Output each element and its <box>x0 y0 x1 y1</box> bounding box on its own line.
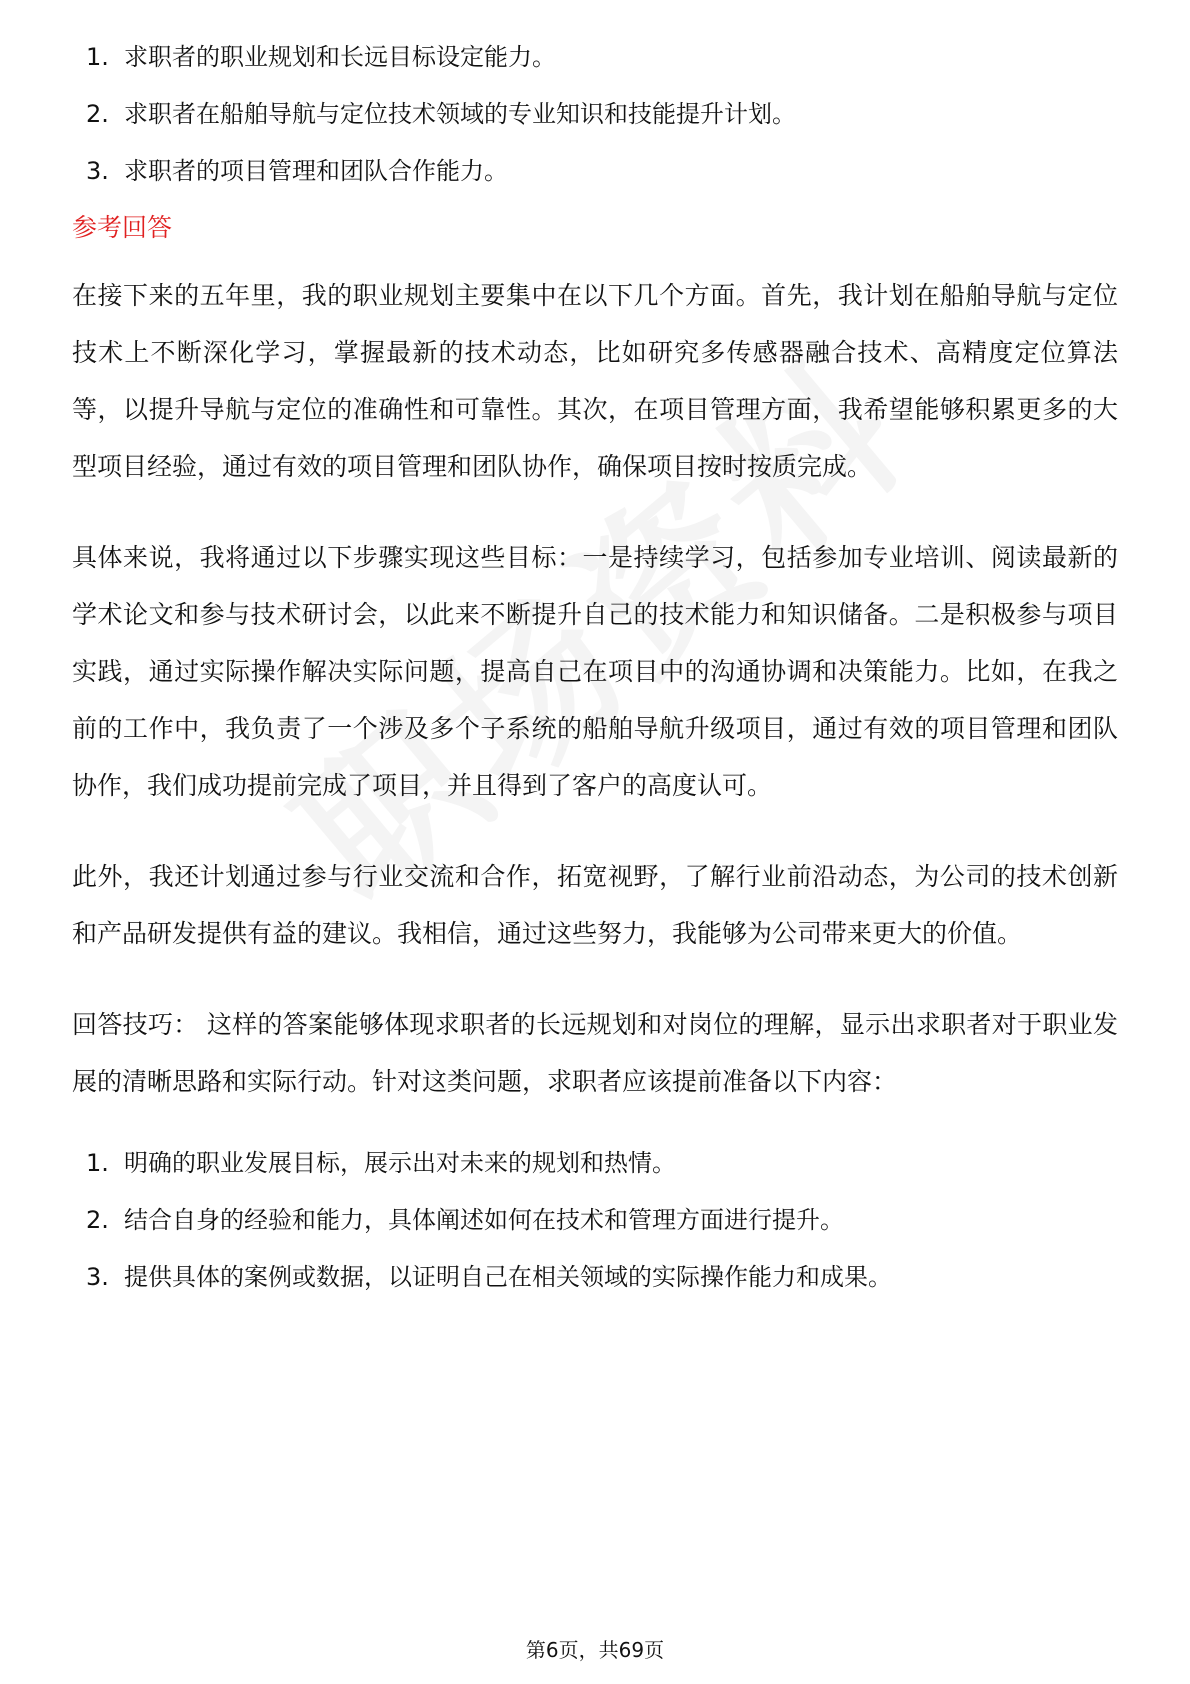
list-item <box>72 1144 1118 1182</box>
list-item-text: 结合自身的经验和能力，具体阐述如何在技术和管理方面进行提升。 <box>124 1206 844 1234</box>
list-item-number: 2. <box>86 100 109 128</box>
list-item-number: 1. <box>86 43 109 71</box>
answer-paragraph: 具体来说，我将通过以下步骤实现这些目标：一是持续学习，包括参加专业培训、阅读最新的学术论文和参与技术研讨会，以此来不断提升自己的技术能力和知识储备。二是积极参与项目实践，通过实际操作解决实际问题，提高自己在项目中的沟通协调和决策能力。比如，在我之前的工作中，我负责了一个涉及多个子系统的船舶导航升级项目，通过有效的项目管理和团队协作，我们成功提前完成了项目，并且得到了客户的高度认可。 <box>72 543 1118 800</box>
list-item-number: 1. <box>86 1149 109 1177</box>
list-item-text: 求职者的项目管理和团队合作能力。 <box>124 157 508 185</box>
page-footer: 第6页，共69页 <box>525 1638 665 1662</box>
answer-paragraph: 此外，我还计划通过参与行业交流和合作，拓宽视野，了解行业前沿动态，为公司的技术创新和产品研发提供有益的建议。我相信，通过这些努力，我能够为公司带来更大的价值。 <box>72 862 1118 948</box>
list-item <box>72 152 1118 190</box>
list-item-text: 明确的职业发展目标，展示出对未来的规划和热情。 <box>124 1149 676 1177</box>
list-item-text: 提供具体的案例或数据，以证明自己在相关领域的实际操作能力和成果。 <box>124 1263 892 1291</box>
tips-paragraph: 回答技巧： 这样的答案能够体现求职者的长远规划和对岗位的理解，显示出求职者对于职业发展的清晰思路和实际行动。针对这类问题，求职者应该提前准备以下内容： <box>72 1010 1118 1096</box>
list-item <box>72 38 1118 76</box>
list-item <box>72 1201 1118 1239</box>
answer-paragraph: 在接下来的五年里，我的职业规划主要集中在以下几个方面。首先，我计划在船舶导航与定位技术上不断深化学习，掌握最新的技术动态，比如研究多传感器融合技术、高精度定位算法等，以提升导航与定位的准确性和可靠性。其次，在项目管理方面，我希望能够积累更多的大型项目经验，通过有效的项目管理和团队协作，确保项目按时按质完成。 <box>72 281 1118 481</box>
page-content <box>72 38 1118 1315</box>
list-item-text: 求职者的职业规划和长远目标设定能力。 <box>124 43 556 71</box>
list-item-number: 3. <box>86 157 109 185</box>
section-title: 参考回答 <box>72 213 173 242</box>
list-item-number: 3. <box>86 1263 109 1291</box>
criteria-list <box>72 38 1118 190</box>
list-item-number: 2. <box>86 1206 109 1234</box>
list-item <box>72 1258 1118 1296</box>
list-item <box>72 95 1118 133</box>
tips-list <box>72 1144 1118 1296</box>
list-item-text: 求职者在船舶导航与定位技术领域的专业知识和技能提升计划。 <box>124 100 796 128</box>
